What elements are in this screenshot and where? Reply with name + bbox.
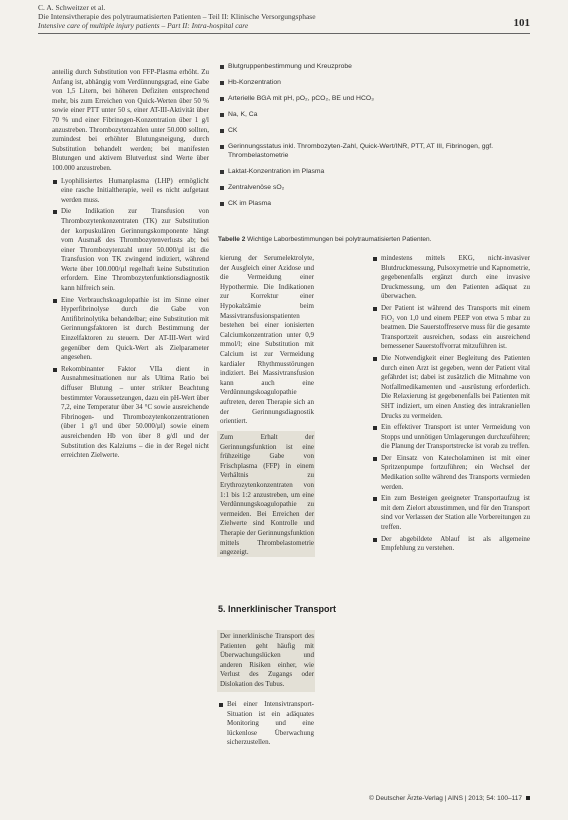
col3-bullet-1: mindestens mittels EKG, nicht-invasiver Blutdruckmessung, Pulsoxymetrie und Kapnometrie, gegebenenfalls ergänzt durch eine invasive Druckmessung, um den Patienten adäquat zu überwachen. <box>372 254 530 302</box>
header-rule <box>38 33 530 34</box>
table-caption-text: Wichtige Laborbestimmungen bei polytraumatisierten Patienten. <box>247 236 432 243</box>
col3-bullet-5: Der Einsatz von Katecholaminen ist mit einer Spritzenpumpe fortzuführen; ein Wechsel der Medikation sollte während des Transports vermieden werden. <box>372 454 530 492</box>
page-number: 101 <box>513 17 530 29</box>
table-row: CK <box>218 126 530 135</box>
table-row: Zentralvenöse sO₂ <box>218 183 530 192</box>
header-title-en: Intensive care of multiple injury patients – Part II: Intra-hospital care <box>38 21 249 30</box>
table-caption <box>218 236 530 243</box>
col1-bullet-3: Eine Verbrauchskoagulopathie ist im Sinne einer Hyperfibrinolyse durch die Gabe von Antifibrinolytika behandelbar; eine Substitution mit Gerinnungsfaktoren ist durch Bestimmung der Einzelfaktoren zu steuern. Der AT-III-Wert wird gegenüber dem Quick-Wert als Zielparameter angesehen. <box>52 296 209 363</box>
column-2-box2 <box>220 632 314 690</box>
col3-bullet-3: Die Notwendigkeit einer Begleitung des Patienten durch einen Arzt ist gegeben, wenn der Patient vital gefährdet ist; dabei ist zusätzlich die Mitnahme von Notfallmedikamenten und -ausrüstung erforderlich. Die Relaxierung ist gegebenenfalls bei Patienten mit SHT indiziert, um einen Anstieg des intrakraniellen Drucks zu vermeiden. <box>372 354 530 421</box>
col3-bullet-2: Der Patient ist während des Transports mit einem FiO₂ von 1,0 und einem PEEP von etwa 5 mbar zu beatmen. Die Sauerstoffreserve muss für die gesamte Transportzeit ausreichen, sodass ein ausreichend bemessener Sauerstoffvorrat mitzuführen ist. <box>372 304 530 352</box>
table-row: Gerinnungsstatus inkl. Thrombozyten-Zahl, Quick-Wert/INR, PTT, AT III, Fibrinogen, ggf. Thrombelastometrie <box>218 142 530 160</box>
col3-bullet-4: Ein effektiver Transport ist unter Vermeidung von Stopps und unnötigen Umlagerungen durchzuführen; die Planung der Transportstrecke ist vorab zu treffen. <box>372 423 530 452</box>
col1-bullet-2: Die Indikation zur Transfusion von Thrombozytenkonzentraten (TK) zur Substitution der korpuskulären Gerinnungskomponente hängt vom Ausmaß des Thrombozytenverlusts ab; bei einer Thrombozytenzahl unter 50.000/µl ist die Transfusion von TK zwingend indiziert, während Werte über 100.000/µl regelhaft keine Substitution erfordern. Eine Thrombozytenfunktionsdiagnostik kann hilfreich sein. <box>52 207 209 293</box>
table-row: Arterielle BGA mit pH, pO₂, pCO₂, BE und HCO₃ <box>218 94 530 103</box>
col3-bullet-7: Der abgebildete Ablauf ist als allgemeine Empfehlung zu verstehen. <box>372 535 530 554</box>
col2-bullet-1: Bei einer Intensivtransport-Situation ist ein adäquates Monitoring und eine lückenlose Überwachung sicherzustellen. <box>218 700 314 748</box>
header-title-de: Die Intensivtherapie des polytraumatisierten Patienten – Teil II: Klinische Versorgungsphase <box>38 12 316 21</box>
footer-copyright: © Deutscher Ärzte-Verlag | AINS | 2013; 54: 100–117 <box>350 795 530 802</box>
col1-bullet-1: Lyophilisiertes Humanplasma (LHP) ermöglicht eine rasche Initialtherapie, weil es nicht aufgetaut werden muss. <box>52 177 209 206</box>
header-authors: C. A. Schweitzer et al. <box>38 3 106 12</box>
col2-para-1: kierung der Serumelektrolyte, der Ausgleich einer Azidose und die Vermeidung einer Hypothermie. Die Indikationen zur Korrektur einer Hypokalzämie beim Massivtransfusionspatienten bestehen bei einer ionisierten Calciumkonzentration unter 0,9 mmol/l; eine Substitution mit Calcium ist zur Vermeidung kardialer Rhythmusstörungen indiziert. Bei Massivtransfusion kann auch eine Verdünnungskoagulopathie auftreten, deren Therapie sich an der Gerinnungsdiagnostik orientiert. <box>220 254 314 426</box>
column-2-para <box>220 254 314 427</box>
col1-intro: anteilig durch Substitution von FFP-Plasma erhöht. Zu Anfang ist, abhängig vom Verdünnungsgrad, eine Gabe von 1,5 Litern, bei höheren Defiziten entsprechend mehr, bis zum Erreichen von Quick-Werten über 50 % sowie einer PTT unter 50 s, einer AT-III-Aktivität über 70 % und einer Fibrinogen-Konzentration über 1 g/l anzustreben. Thrombozytenzahlen unter 50.000 sollten, zumindest bei erhöhter Blutungsneigung, durch Substitution behandelt werden; bei manifesten Blutungen und aktivem Blutverlust sind Werte über 100.000 anzustreben. <box>52 68 209 172</box>
table-row: CK im Plasma <box>218 199 530 208</box>
table-row: Na, K, Ca <box>218 110 530 119</box>
table-row: Laktat-Konzentration im Plasma <box>218 167 530 176</box>
table-row: Blutgruppenbestimmung und Kreuzprobe <box>218 62 530 71</box>
column-2-bullets <box>218 700 314 750</box>
running-header <box>38 3 530 30</box>
col2-box-1-text: Zum Erhalt der Gerinnungsfunktion ist eine frühzeitige Gabe von Frischplasma (FFP) in einem Verhältnis zu Erythrozytenkonzentraten von 1:1 bis 1:2 anzustreben, um eine Verdünnungskoagulopathie zu vermeiden. Bei Erreichen der Zielwerte sind Kontrolle und Therapie der Gerinnungsfunktion mittels Thrombelastometrie angezeigt. <box>220 433 314 557</box>
table-row: Hb-Konzentration <box>218 78 530 87</box>
column-1 <box>52 68 209 463</box>
col1-bullet-4: Rekombinanter Faktor VIIa dient in Ausnahmesituationen nur als Ultima Ratio bei diffuser Blutung – unter strikter Beachtung bestimmter Voraussetzungen, dazu ein pH-Wert über 7,2, eine Temperatur über 34 °C sowie ausreichende Fibrinogen- und Thrombozytenkonzentrationen (über 1 g/l und über 50.000/µl) sowie einem ausreichenden Hb von über 8 g/dl und der Substitution des Kalziums – die in der Regel nicht erreichten Zielwerte. <box>52 365 209 461</box>
section-heading: 5. Innerklinischer Transport <box>218 604 337 614</box>
column-3 <box>372 254 530 556</box>
table-2 <box>218 62 530 230</box>
col2-box-2-text: Der innerklinische Transport des Patienten geht häufig mit Überwachungslücken und anderen Risiken einher, wie Verlust des Zugangs oder Dislokation des Tubus. <box>220 632 314 688</box>
col3-bullet-6: Ein zum Besteigen geeigneter Transportaufzug ist mit dem Zielort abzustimmen, und für den Transport sind vor Verlassen der Station alle Vorbereitungen zu treffen. <box>372 494 530 532</box>
table-caption-label: Tabelle 2 <box>218 236 246 243</box>
column-2-box1 <box>220 433 314 558</box>
